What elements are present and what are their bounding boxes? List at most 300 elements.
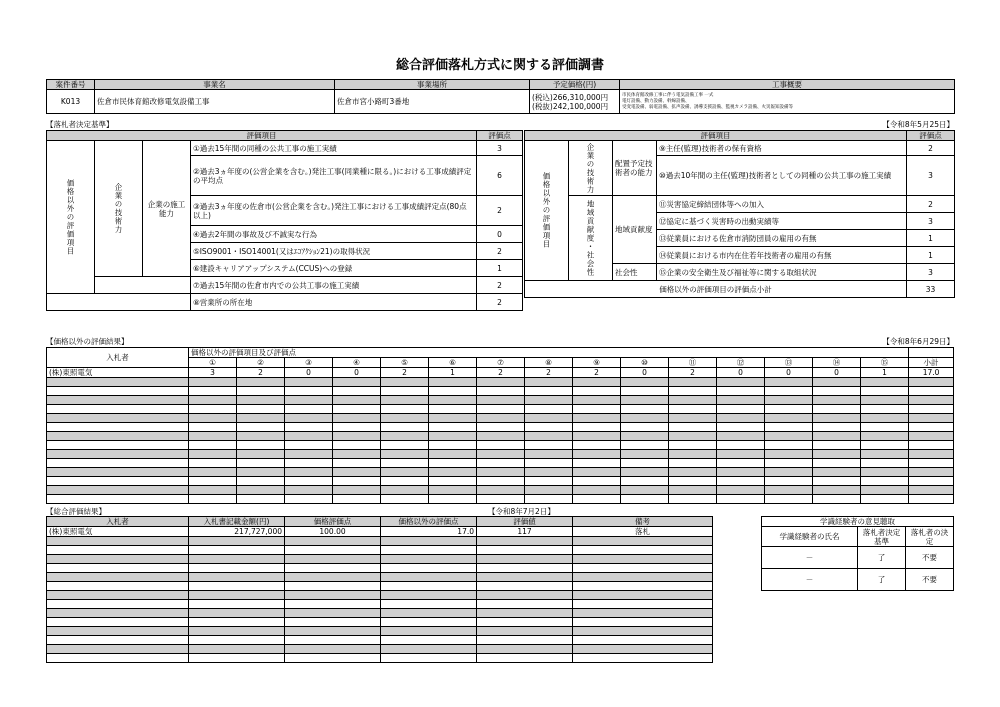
nonprice-score: 1: [861, 368, 909, 378]
blank-cell: [573, 468, 621, 477]
blank-cell: [717, 495, 765, 504]
right-group-label: [525, 141, 569, 281]
project-price: [530, 90, 620, 114]
blank-cell: [765, 486, 813, 495]
nonprice-score: 17.0: [909, 368, 954, 378]
blank-cell: [285, 414, 333, 423]
blank-cell: [189, 450, 237, 459]
blank-cell: [381, 423, 429, 432]
expert-decision: 不要: [906, 547, 954, 569]
nonprice-col-header: ③: [285, 358, 333, 368]
blank-cell: [765, 459, 813, 468]
nonprice-col-header: 小計: [909, 358, 954, 368]
left-sub-text: 企業の技術力: [114, 183, 123, 234]
header-price: 予定価格(円): [530, 80, 620, 90]
blank-cell: [429, 441, 477, 450]
blank-cell: [909, 378, 954, 387]
criteria-col-score: 評価点: [477, 131, 523, 141]
blank-cell: [573, 564, 713, 573]
blank-cell: [861, 459, 909, 468]
blank-cell: [765, 441, 813, 450]
blank-cell: [47, 600, 189, 609]
blank-cell: [47, 432, 189, 441]
blank-cell: [909, 414, 954, 423]
criteria-item: ⑩過去10年間の主任(監理)技術者としての同種の公共工事の施工実績: [657, 156, 907, 196]
nonprice-section-label: 【価格以外の評価結果】: [46, 337, 129, 346]
blank-cell: [861, 495, 909, 504]
table-row: [47, 495, 954, 504]
criteria-score: 2: [907, 196, 955, 213]
blank-cell: [477, 591, 573, 600]
blank-cell: [477, 468, 525, 477]
blank-cell: [477, 600, 573, 609]
criteria-score: 3: [477, 141, 523, 156]
blank-cell: [813, 432, 861, 441]
blank-cell: [189, 600, 285, 609]
criteria-item: ①過去15年間の同種の公共工事の施工実績: [191, 141, 477, 156]
blank-cell: [47, 450, 189, 459]
right-sub1-text: 企業の技術力: [586, 142, 595, 194]
blank-cell: [285, 546, 381, 555]
expert-name: －: [762, 547, 858, 569]
blank-cell: [525, 468, 573, 477]
table-row: [47, 654, 713, 663]
blank-cell: [381, 645, 477, 654]
blank-cell: [189, 609, 285, 618]
blank-cell: [525, 405, 573, 414]
expert-header-decision: 落札者の決定: [906, 527, 954, 547]
blank-cell: [285, 609, 381, 618]
criteria-item: ⑦過去15年間の佐倉市内での公共工事の施工実績: [191, 277, 477, 294]
overall-col-header: 価格評価点: [285, 517, 381, 527]
blank-cell: [669, 477, 717, 486]
blank-cell: [477, 645, 573, 654]
blank-cell: [285, 423, 333, 432]
blank-cell: [189, 564, 285, 573]
blank-cell: [621, 441, 669, 450]
blank-cell: [477, 573, 573, 582]
criteria-item: ④過去2年間の事故及び不誠実な行為: [191, 226, 477, 243]
blank-cell: [47, 477, 189, 486]
blank-cell: [909, 348, 954, 358]
blank-cell: [717, 387, 765, 396]
blank-cell: [525, 396, 573, 405]
blank-cell: [909, 468, 954, 477]
blank-cell: [813, 450, 861, 459]
blank-cell: [285, 582, 381, 591]
criteria-score: 1: [907, 247, 955, 264]
blank-cell: [621, 486, 669, 495]
price-tax-incl: (税込)266,310,000円: [532, 92, 609, 102]
nonprice-col-header: ⑪: [669, 358, 717, 368]
blank-cell: [765, 414, 813, 423]
project-number: K013: [47, 90, 95, 114]
overall-cell: 100.00: [285, 527, 381, 537]
blank-cell: [47, 546, 189, 555]
blank-cell: [909, 396, 954, 405]
right-sub2-label: [569, 196, 613, 281]
criteria-item: ⑪災害協定締結団体等への加入: [657, 196, 907, 213]
blank-cell: [669, 432, 717, 441]
page-title: 総合評価落札方式に関する評価調書: [395, 58, 604, 73]
nonprice-score: 2: [237, 368, 285, 378]
criteria-item: ⑫協定に基づく災害時の出動実績等: [657, 213, 907, 230]
nonprice-col-header: ⑮: [861, 358, 909, 368]
blank-cell: [189, 441, 237, 450]
blank-cell: [909, 432, 954, 441]
overall-date: 【令和8年7月2日】: [488, 507, 555, 516]
blank-cell: [813, 414, 861, 423]
blank-cell: [525, 495, 573, 504]
criteria-score: 6: [477, 156, 523, 196]
blank-cell: [621, 414, 669, 423]
blank-cell: [909, 477, 954, 486]
overall-cell: 217,727,000: [189, 527, 285, 537]
criteria-score: 2: [477, 196, 523, 226]
blank-cell: [717, 405, 765, 414]
blank-cell: [381, 546, 477, 555]
table-row: [47, 636, 713, 645]
blank-cell: [717, 468, 765, 477]
blank-cell: [285, 591, 381, 600]
blank-cell: [333, 432, 381, 441]
criteria-score: 1: [907, 230, 955, 247]
expert-criteria: 了: [858, 569, 906, 591]
blank-cell: [285, 468, 333, 477]
blank-cell: [861, 405, 909, 414]
blank-cell: [717, 432, 765, 441]
nonprice-score: 3: [189, 368, 237, 378]
blank-cell: [861, 441, 909, 450]
blank-cell: [573, 450, 621, 459]
nonprice-col-header: ⑬: [765, 358, 813, 368]
blank-cell: [189, 378, 237, 387]
blank-cell: [47, 609, 189, 618]
criteria-col-item: 評価項目: [525, 131, 907, 141]
blank-cell: [477, 414, 525, 423]
blank-cell: [573, 414, 621, 423]
blank-cell: [477, 459, 525, 468]
criteria-item: ⑨主任(監理)技術者の保有資格: [657, 141, 907, 156]
blank-cell: [189, 555, 285, 564]
nonprice-score: 2: [525, 368, 573, 378]
blank-cell: [669, 450, 717, 459]
blank-cell: [573, 486, 621, 495]
table-row: [47, 396, 954, 405]
blank-cell: [765, 396, 813, 405]
blank-cell: [189, 432, 237, 441]
blank-cell: [381, 537, 477, 546]
criteria-right-table: [524, 130, 955, 298]
blank-cell: [285, 495, 333, 504]
blank-cell: [669, 459, 717, 468]
blank-cell: [381, 609, 477, 618]
blank-cell: [285, 432, 333, 441]
overall-section-label: 【総合評価結果】: [46, 507, 106, 516]
blank-cell: [477, 609, 573, 618]
blank-cell: [333, 495, 381, 504]
blank-cell: [237, 414, 285, 423]
subtotal-value: 33: [907, 281, 955, 298]
blank-cell: [285, 600, 381, 609]
blank-cell: [285, 537, 381, 546]
right-sub1-label: [569, 141, 613, 196]
blank-cell: [717, 396, 765, 405]
blank-cell: [429, 396, 477, 405]
criteria-col-item: 評価項目: [47, 131, 477, 141]
blank-cell: [477, 378, 525, 387]
blank-cell: [189, 468, 237, 477]
table-row: [47, 414, 954, 423]
table-row: [47, 609, 713, 618]
criteria-score: 1: [477, 260, 523, 277]
table-row: [47, 405, 954, 414]
criteria-score: 2: [477, 277, 523, 294]
blank-cell: [525, 459, 573, 468]
blank-cell: [573, 396, 621, 405]
table-row: [47, 378, 954, 387]
blank-cell: [381, 627, 477, 636]
criteria-item: ⑥建設キャリアアップシステム(CCUS)への登録: [191, 260, 477, 277]
blank-cell: [381, 600, 477, 609]
blank-cell: [333, 378, 381, 387]
blank-cell: [861, 378, 909, 387]
nonprice-items-header: 価格以外の評価項目及び評価点: [189, 348, 909, 358]
blank-cell: [237, 378, 285, 387]
blank-cell: [813, 378, 861, 387]
blank-cell: [573, 582, 713, 591]
blank-cell: [813, 477, 861, 486]
nonprice-col-header: ①: [189, 358, 237, 368]
blank-cell: [669, 423, 717, 432]
blank-cell: [429, 495, 477, 504]
blank-cell: [285, 636, 381, 645]
summary-line: 受変電設備、弱電設備、拡声設備、誘導支援設備、監視カメラ設備、火災報知設備等: [622, 104, 793, 110]
blank-cell: [237, 468, 285, 477]
blank-cell: [429, 414, 477, 423]
blank-cell: [477, 654, 573, 663]
summary-line: 市民体育館改修工事に伴う電気設備工事 一式: [622, 92, 714, 98]
table-row: [47, 450, 954, 459]
criteria-item: ⑧営業所の所在地: [191, 294, 477, 311]
blank-cell: [573, 537, 713, 546]
blank-cell: [621, 432, 669, 441]
nonprice-score: 2: [477, 368, 525, 378]
blank-cell: [669, 441, 717, 450]
nonprice-col-header: ⑫: [717, 358, 765, 368]
right-sub2-text: 地域貢献度・社会性: [586, 199, 595, 277]
nonprice-score: 0: [621, 368, 669, 378]
nonprice-col-header: ⑨: [573, 358, 621, 368]
blank-cell: [381, 387, 429, 396]
nonprice-score: 2: [669, 368, 717, 378]
nonprice-col-header: ⑥: [429, 358, 477, 368]
blank-cell: [189, 636, 285, 645]
blank-cell: [669, 378, 717, 387]
blank-cell: [717, 441, 765, 450]
blank-cell: [429, 432, 477, 441]
overall-col-header: 備考: [573, 517, 713, 527]
blank-cell: [47, 405, 189, 414]
criteria-left-table: [46, 130, 523, 311]
blank-cell: [47, 294, 191, 311]
blank-cell: [861, 414, 909, 423]
blank-cell: [813, 387, 861, 396]
blank-cell: [717, 378, 765, 387]
blank-cell: [669, 396, 717, 405]
blank-cell: [285, 477, 333, 486]
blank-cell: [765, 495, 813, 504]
blank-cell: [765, 468, 813, 477]
blank-cell: [47, 564, 189, 573]
blank-cell: [621, 459, 669, 468]
blank-cell: [477, 555, 573, 564]
blank-cell: [909, 486, 954, 495]
nonprice-col-header: ⑭: [813, 358, 861, 368]
blank-cell: [285, 396, 333, 405]
blank-cell: [669, 486, 717, 495]
blank-cell: [381, 432, 429, 441]
blank-cell: [189, 495, 237, 504]
blank-cell: [765, 477, 813, 486]
blank-cell: [525, 378, 573, 387]
expert-title: 学識経験者の意見聴取: [762, 517, 954, 527]
criteria-date: 【令和8年5月25日】: [882, 120, 954, 129]
header-summary: 工事概要: [620, 80, 955, 90]
overall-col-header: 入札者: [47, 517, 189, 527]
criteria-score: 2: [477, 243, 523, 260]
blank-cell: [237, 423, 285, 432]
blank-cell: [573, 573, 713, 582]
blank-cell: [813, 405, 861, 414]
blank-cell: [381, 486, 429, 495]
blank-cell: [765, 450, 813, 459]
blank-cell: [189, 618, 285, 627]
table-row: [47, 432, 954, 441]
blank-cell: [189, 627, 285, 636]
blank-cell: [909, 423, 954, 432]
blank-cell: [813, 495, 861, 504]
blank-cell: [573, 555, 713, 564]
blank-cell: [861, 387, 909, 396]
blank-cell: [573, 600, 713, 609]
blank-cell: [669, 495, 717, 504]
criteria-item: ③過去3ヵ年度の佐倉市(公営企業を含む。)発注工事における工事成績評定点(80点以上): [191, 196, 477, 226]
overall-col-header: 評価値: [477, 517, 573, 527]
blank-cell: [95, 277, 191, 294]
blank-cell: [573, 609, 713, 618]
blank-cell: [621, 468, 669, 477]
left-group-label: [47, 141, 95, 294]
blank-cell: [47, 591, 189, 600]
table-row: [47, 537, 713, 546]
table-row: [47, 546, 713, 555]
nonprice-score: 0: [813, 368, 861, 378]
blank-cell: [333, 450, 381, 459]
right-group-text: 価格以外の評価項目: [542, 172, 551, 249]
header-number: 案件番号: [47, 80, 95, 90]
blank-cell: [47, 582, 189, 591]
blank-cell: [47, 414, 189, 423]
blank-cell: [285, 441, 333, 450]
project-summary: [620, 90, 955, 114]
nonprice-col-header: ⑦: [477, 358, 525, 368]
blank-cell: [429, 378, 477, 387]
table-row: [47, 591, 713, 600]
blank-cell: [285, 645, 381, 654]
table-row: [47, 555, 713, 564]
table-row: [47, 627, 713, 636]
overall-cell: 17.0: [381, 527, 477, 537]
blank-cell: [47, 627, 189, 636]
blank-cell: [285, 405, 333, 414]
nonprice-score: 0: [285, 368, 333, 378]
blank-cell: [669, 468, 717, 477]
blank-cell: [333, 405, 381, 414]
blank-cell: [477, 396, 525, 405]
blank-cell: [525, 477, 573, 486]
blank-cell: [717, 423, 765, 432]
table-row: [47, 582, 713, 591]
blank-cell: [477, 636, 573, 645]
blank-cell: [573, 645, 713, 654]
blank-cell: [573, 477, 621, 486]
blank-cell: [333, 486, 381, 495]
blank-cell: [285, 450, 333, 459]
blank-cell: [525, 414, 573, 423]
blank-cell: [525, 441, 573, 450]
criteria-score: 2: [477, 294, 523, 311]
blank-cell: [477, 495, 525, 504]
blank-cell: [285, 555, 381, 564]
blank-cell: [237, 477, 285, 486]
blank-cell: [47, 537, 189, 546]
blank-cell: [285, 486, 333, 495]
blank-cell: [477, 387, 525, 396]
nonprice-score: 0: [765, 368, 813, 378]
overall-cell: 落札: [573, 527, 713, 537]
blank-cell: [189, 477, 237, 486]
overall-cell: (株)東照電気: [47, 527, 189, 537]
blank-cell: [47, 618, 189, 627]
blank-cell: [573, 459, 621, 468]
blank-cell: [189, 645, 285, 654]
overall-col-header: 価格以外の評価点: [381, 517, 477, 527]
blank-cell: [189, 387, 237, 396]
blank-cell: [669, 405, 717, 414]
nonprice-col-header: ②: [237, 358, 285, 368]
left-sub2-label: 企業の施工能力: [143, 141, 191, 277]
blank-cell: [381, 654, 477, 663]
blank-cell: [861, 450, 909, 459]
blank-cell: [333, 414, 381, 423]
blank-cell: [189, 459, 237, 468]
blank-cell: [381, 636, 477, 645]
nonprice-score: 1: [429, 368, 477, 378]
nonprice-col-header: ⑧: [525, 358, 573, 368]
blank-cell: [477, 450, 525, 459]
table-row: [47, 486, 954, 495]
blank-cell: [47, 654, 189, 663]
blank-cell: [909, 387, 954, 396]
nonprice-score: 2: [573, 368, 621, 378]
blank-cell: [333, 459, 381, 468]
right-sub1b-label: 配置予定技術者の能力: [613, 141, 657, 196]
expert-header-criteria: 落札者決定基準: [858, 527, 906, 547]
blank-cell: [573, 627, 713, 636]
nonprice-col-header: ⑤: [381, 358, 429, 368]
criteria-item: ⑮企業の安全衛生及び福祉等に関する取組状況: [657, 264, 907, 281]
